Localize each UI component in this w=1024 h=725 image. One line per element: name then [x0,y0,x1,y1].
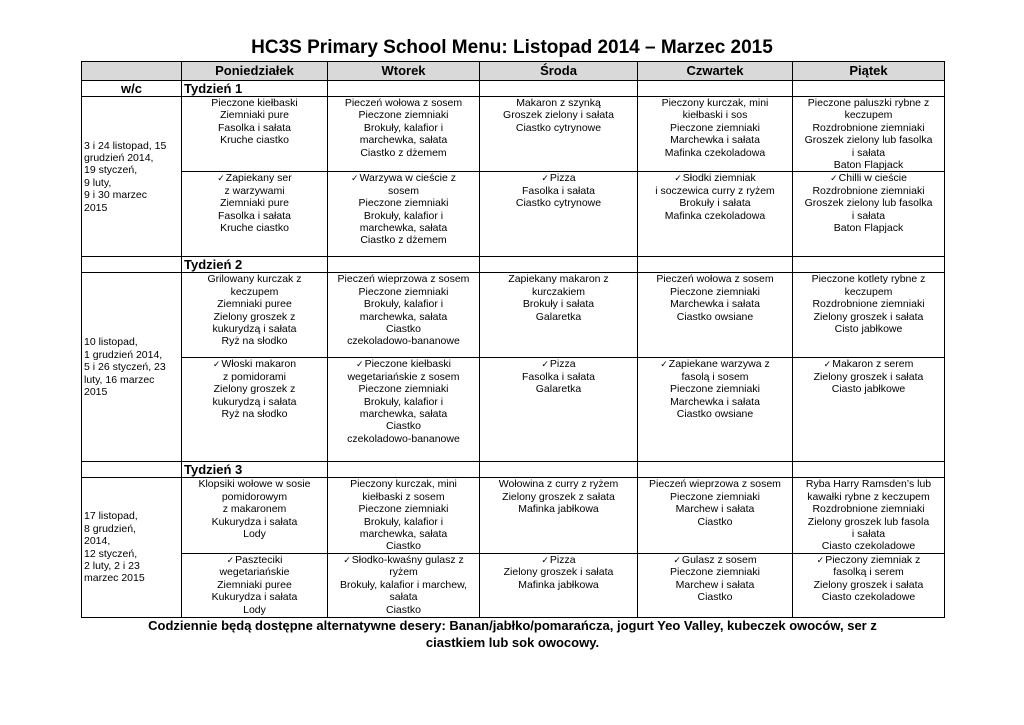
dish-line: Ciastko cytrynowe [515,197,602,210]
dish-cell [328,478,480,553]
dish-line: Marchewka i sałata [670,395,760,408]
dish-line: Fasolka i sałata [218,209,291,222]
vegetarian-dish-cell [328,553,480,617]
dish-line: ✓ Warzywa w cieście z [330,172,477,184]
dish-line: Rozdrobnione ziemniaki [812,503,925,516]
date-line: 10 listopad, [84,336,138,349]
dish-line: Mafinka jabłkowa [518,578,599,591]
dish-line: Pieczone ziemniaki [358,503,449,516]
dish-line: Mafinka czekoladowa [664,146,766,159]
dish-line: Lody [243,528,266,541]
dish-line: kiełbaski z sosem [362,490,445,503]
dish-line: Galaretka [535,383,582,396]
page-title: HC3S Primary School Menu: Listopad 2014 – Marzec 2015 [251,37,773,58]
dish-line: ✓ Zapiekany ser [184,172,325,184]
header-day: Środa [480,62,638,81]
vegetarian-dish-cell [638,172,793,257]
dish-line: czekoladowo-bananowe [347,335,460,348]
dish-line: Pieczone ziemniaki [670,566,760,579]
header-day: Piątek [793,62,945,81]
dish-line: Grilowany kurczak z [207,273,302,286]
dish-line: Lody [243,603,266,616]
dish-line: z pomidorami [222,370,287,383]
dish-line: marchewka, sałata [359,528,448,541]
dish-line: ✓ Zapiekane warzywa z [640,358,790,370]
dish-line: kurczakiem [531,285,586,298]
empty-cell [328,257,480,273]
empty-cell [480,462,638,478]
date-line: luty, 16 marzec [84,373,155,386]
date-line: 3 i 24 listopad, 15 [84,139,167,152]
dish-line: Brokuły i sałata [679,197,751,210]
dish-line: Ciasto czekoladowe [821,591,916,604]
date-line: 5 i 26 styczeń, 23 [84,361,166,374]
dish-line: Fasolka i sałata [218,121,291,134]
dish-line: Zielony groszek lub fasola [807,515,930,528]
dish-line: ✓ Gulasz z sosem [640,554,790,566]
dish-line: Groszek zielony i sałata [503,109,614,122]
dish-line: Pieczone kotlety rybne z [811,273,926,286]
vegetarian-dish-cell [182,172,328,257]
vegetarian-dish-cell [182,553,328,617]
dish-line: Ryż na słodko [221,335,288,348]
dish-line: ✓ Pizza [482,554,635,566]
dish-line: Brokuły, kalafior i marchew, [339,578,467,591]
dish-line: Ryż na słodko [221,408,288,421]
dish-line: Ciastko cytrynowe [515,121,602,134]
dish-line: Marchew i sałata [675,578,755,591]
dish-line: Ciastko z dżemem [360,234,447,247]
dish-line: Zapiekany makaron z [508,273,609,286]
dish-line: Ciastko [697,591,733,604]
dish-line: Ciastko [697,515,733,528]
dish-line: ✓ Pieczone kiełbaski [330,358,477,370]
menu-row [82,273,945,358]
dish-line: Pieczone ziemniaki [670,285,760,298]
dish-line: Pieczony kurczak, mini [661,97,769,109]
header-empty [82,62,182,81]
vegetarian-dish-cell [182,358,328,462]
dish-line: Klopsiki wołowe w sosie [198,478,311,491]
dish-line: ✓ Makaron z serem [795,358,942,370]
dish-cell [793,97,945,172]
empty-cell [480,81,638,97]
date-line: 2015 [84,386,108,399]
date-line: 2015 [84,201,108,214]
dish-line: Brokuły, kalafior i [363,298,444,311]
dish-line: marchewka, sałata [359,134,448,147]
dish-line: z warzywami [224,184,285,197]
dish-line: Zielony groszek i sałata [813,578,924,591]
menu-row [82,358,945,462]
week-label-row [82,257,945,273]
dish-line: Kukurydza i sałata [211,591,298,604]
dish-line: Rozdrobnione ziemniaki [812,121,925,134]
week-label: Tydzień 1 [182,81,328,97]
dish-line: ryżem [389,566,418,579]
dish-line: Brokuły, kalafior i [363,209,444,222]
date-line: 2 luty, 2 i 23 [84,560,140,573]
dish-line: Ziemniaki pure [220,197,289,210]
dish-line: Ryba Harry Ramsden’s lub [805,478,932,491]
date-line: 19 styczeń, [84,164,138,177]
dish-line: i sałata [851,146,886,159]
week-label: Tydzień 3 [182,462,328,478]
dish-cell [480,478,638,553]
dish-cell [638,478,793,553]
dish-line: Ciastko [385,540,421,553]
dish-line: Baton Flapjack [833,222,904,235]
dish-line: Zielony groszek z [213,310,296,323]
date-line: 12 styczeń, [84,547,138,560]
date-line: grudzień 2014, [84,151,154,164]
dish-line: Pieczone ziemniaki [670,490,760,503]
vegetarian-dish-cell [793,553,945,617]
dish-line: Groszek zielony lub fasolka [804,134,933,147]
dish-line: ✓ Pizza [482,358,635,370]
dish-line: ✓ Chilli w cieście [795,172,942,184]
dish-line: keczupem [844,109,893,122]
dish-line: fasolą i sosem [681,370,749,383]
vegetarian-dish-cell [638,553,793,617]
dish-line: i sałata [851,528,886,541]
week-dates [82,273,182,462]
week-dates [82,478,182,617]
dish-line: Kukurydza i sałata [211,515,298,528]
dish-line: Pieczone ziemniaki [670,383,760,396]
dish-line: Mafinka jabłkowa [518,503,599,516]
dish-line: kiełbaski i sos [682,109,748,122]
dish-line: i sałata [851,209,886,222]
wc-label-empty [82,257,182,273]
dish-line: Kruche ciastko [220,134,289,147]
dish-cell [793,478,945,553]
dish-line: marchewka, sałata [359,222,448,235]
dish-line: Rozdrobnione ziemniaki [812,298,925,311]
footer-line: Codziennie będą dostępne alternatywne desery: Banan/jabłko/pomarańcza, jogurt Yeo Valley, kubeczek owoców, ser z [148,618,877,633]
dish-line: Cisto jabłkowe [834,323,903,336]
dish-cell [480,97,638,172]
dish-line: marchewka, sałata [359,310,448,323]
dish-line: Pieczone paluszki rybne z [807,97,930,109]
header-day: Czwartek [638,62,793,81]
empty-cell [793,81,945,97]
empty-cell [480,257,638,273]
dish-line: Ziemniaki puree [217,298,292,311]
dish-cell [182,478,328,553]
dish-line: wegetariańskie z sosem [347,370,460,383]
empty-cell [638,81,793,97]
dish-line: Pieczeń wieprzowa z sosem [337,273,470,286]
dish-line: Brokuły, kalafior i [363,395,444,408]
dish-line: Zielony groszek i sałata [503,566,614,579]
dish-line: ✓ Słodko-kwaśny gulasz z [330,554,477,566]
menu-body [82,81,945,618]
dish-line: kukurydzą i sałata [212,395,297,408]
dish-line: Brokuły, kalafior i [363,121,444,134]
menu-row [82,553,945,617]
dish-line: Galaretka [535,310,582,323]
dish-line: Wołowina z curry z ryżem [498,478,619,491]
week-label-row [82,462,945,478]
vegetarian-dish-cell [480,553,638,617]
date-line: 2014, [84,535,111,548]
vegetarian-dish-cell [328,358,480,462]
week-label: Tydzień 2 [182,257,328,273]
date-line: 8 grudzień, [84,522,136,535]
empty-cell [793,257,945,273]
footer-line: ciastkiem lub sok owocowy. [425,635,600,650]
dish-line: Pieczone ziemniaki [358,197,449,210]
menu-row [82,172,945,257]
dish-line: Mafinka czekoladowa [664,209,766,222]
dish-line: Pieczeń wołowa z sosem [344,97,463,109]
dish-line: Ciastko z dżemem [360,146,447,159]
dish-line: Marchewka i sałata [670,134,760,147]
dish-line: Ciasto jabłkowe [831,383,906,396]
dish-line: Ciastko owsiane [676,310,754,323]
dish-line: czekoladowo-bananowe [347,432,460,445]
dish-line: fasolką i serem [833,566,904,579]
dish-line: Pieczone ziemniaki [358,383,449,396]
dish-line: ✓ Włoski makaron [184,358,325,370]
date-line: 1 grudzień 2014, [84,348,163,361]
dish-line: Pieczone ziemniaki [358,109,449,122]
dish-line: pomidorowym [221,490,288,503]
date-line: 17 listopad, [84,510,138,523]
empty-cell [328,81,480,97]
dish-line: Pieczone ziemniaki [670,121,760,134]
dish-line: Ciastko owsiane [676,408,754,421]
header-row [82,62,945,81]
dish-line: Kruche ciastko [220,222,289,235]
dish-cell [638,97,793,172]
dish-line: wegetariańskie [219,566,290,579]
dish-line: Zielony groszek i sałata [813,370,924,383]
empty-cell [638,462,793,478]
dish-line: Fasolka i sałata [522,370,595,383]
date-line: 9 i 30 marzec [84,189,148,202]
dish-line: ✓ Słodki ziemniak [640,172,790,184]
dish-line: Fasolka i sałata [522,184,595,197]
vegetarian-dish-cell [328,172,480,257]
empty-cell [793,462,945,478]
dish-line: Pieczeń wołowa z sosem [656,273,774,286]
footer-note [81,617,944,651]
dish-line: ✓ Paszteciki [184,554,325,566]
dish-line: ✓ Pizza [482,172,635,184]
dish-line: Brokuły, kalafior i [363,515,444,528]
dish-line: Ziemniaki pure [220,109,289,122]
dish-line: Marchew i sałata [675,503,755,516]
dish-line: Ciasto czekoladowe [821,540,916,553]
dish-line: marchewka, sałata [359,408,448,421]
dish-line: Pieczony kurczak, mini [350,478,457,491]
dish-line: Pieczone kiełbaski [211,97,298,109]
dish-cell [793,273,945,358]
vegetarian-dish-cell [793,358,945,462]
dish-line: Zielony groszek i sałata [813,310,924,323]
week-label-row [82,81,945,97]
dish-line: Pieczeń wieprzowa z sosem [649,478,781,491]
dish-line: Groszek zielony lub fasolka [804,197,933,210]
dish-line: ✓ Pieczony ziemniak z [795,554,942,566]
dish-line: kawałki rybne z keczupem [807,490,930,503]
menu-row [82,97,945,172]
empty-cell [328,462,480,478]
wc-label: w/c [82,81,182,97]
dish-line: Pieczone ziemniaki [358,285,449,298]
dish-line: Ciastko [385,420,421,433]
dish-line: Marchewka i sałata [670,298,760,311]
empty-cell [638,257,793,273]
date-line: 9 luty, [84,176,112,189]
header-day: Poniedziałek [182,62,328,81]
dish-line: Ciastko [385,323,421,336]
dish-cell [328,273,480,358]
dish-line: Ziemniaki puree [217,578,292,591]
header-day: Wtorek [328,62,480,81]
dish-line: z makaronem [222,503,287,516]
dish-line: Zielony groszek z sałata [502,490,615,503]
vegetarian-dish-cell [480,358,638,462]
menu-table [81,61,945,618]
week-dates [82,97,182,257]
dish-line: Zielony groszek z [213,383,296,396]
date-line: marzec 2015 [84,572,145,585]
vegetarian-dish-cell [638,358,793,462]
dish-cell [328,97,480,172]
dish-line: Makaron z szynką [516,97,601,109]
dish-cell [182,273,328,358]
vegetarian-dish-cell [480,172,638,257]
dish-line: Baton Flapjack [833,159,904,172]
dish-line: Ciastko [385,603,421,616]
dish-line: kukurydzą i sałata [212,323,297,336]
dish-cell [638,273,793,358]
dish-cell [480,273,638,358]
dish-line: sałata [389,591,418,604]
dish-line: Brokuły i sałata [522,298,595,311]
menu-row [82,478,945,553]
dish-line: keczupem [230,285,279,298]
vegetarian-dish-cell [793,172,945,257]
dish-line: keczupem [844,285,893,298]
dish-cell [182,97,328,172]
dish-line: Rozdrobnione ziemniaki [812,184,925,197]
dish-line: i soczewica curry z ryżem [655,184,775,197]
dish-line: sosem [388,184,419,197]
wc-label-empty [82,462,182,478]
